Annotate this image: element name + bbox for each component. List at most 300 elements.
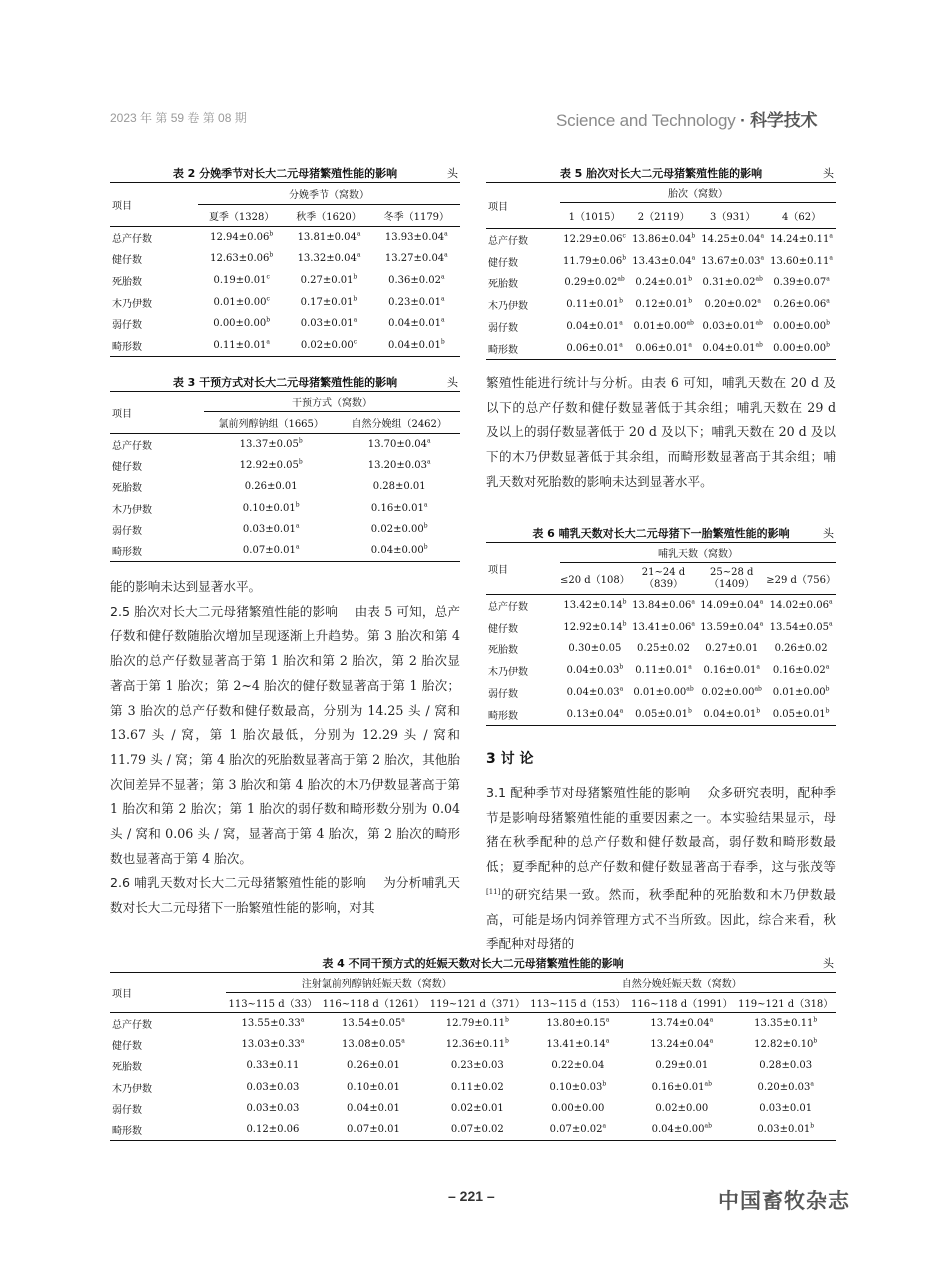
significance-mark: b bbox=[622, 254, 627, 262]
table-cell bbox=[630, 682, 697, 704]
cell-value: 0.06±0.01 bbox=[566, 342, 620, 354]
table-cell bbox=[766, 682, 836, 704]
cell-value: 0.04±0.00 bbox=[651, 1124, 705, 1136]
table-cell bbox=[766, 616, 836, 638]
table-cell bbox=[698, 229, 767, 251]
table-row bbox=[486, 250, 836, 272]
cell-value: 0.04±0.03 bbox=[566, 665, 620, 677]
table-5 bbox=[486, 165, 836, 360]
significance-mark: a bbox=[266, 338, 270, 346]
significance-mark: b bbox=[813, 1016, 818, 1024]
cell-value: 0.12±0.01 bbox=[635, 299, 689, 311]
cell-value: 13.42±0.14 bbox=[563, 600, 623, 612]
significance-mark: ab bbox=[704, 1123, 712, 1131]
column-header: 116~118 d（1991） bbox=[628, 993, 735, 1013]
cell-value: 13.93±0.04 bbox=[384, 232, 445, 244]
cell-value: 0.02±0.01 bbox=[450, 1103, 504, 1115]
cell-value: 0.27±0.01 bbox=[705, 643, 759, 655]
column-header: 21~24 d（839） bbox=[630, 563, 697, 595]
table-cell bbox=[226, 1055, 320, 1076]
cell-value: 0.06±0.01 bbox=[635, 342, 689, 354]
significance-mark: b bbox=[619, 663, 624, 671]
group-header: 哺乳天数（窝数） bbox=[560, 543, 836, 563]
column-header: 113~115 d（153） bbox=[528, 993, 629, 1013]
cell-value: 0.39±0.07 bbox=[773, 277, 827, 289]
cell-value: 0.20±0.02 bbox=[704, 299, 758, 311]
table-cell bbox=[560, 703, 630, 725]
table-cell bbox=[204, 498, 338, 519]
table-row bbox=[110, 1077, 836, 1098]
significance-mark: b bbox=[688, 297, 693, 305]
column-header: 冬季（1179） bbox=[373, 205, 460, 227]
table-cell bbox=[285, 334, 372, 356]
table-cell bbox=[204, 540, 338, 561]
cell-value: 0.03±0.03 bbox=[246, 1081, 300, 1093]
row-label: 健仔数 bbox=[112, 1041, 142, 1053]
row-label: 木乃伊数 bbox=[488, 301, 528, 313]
significance-mark: ab bbox=[704, 1080, 712, 1088]
cell-value: 0.20±0.03 bbox=[757, 1081, 811, 1093]
table-cell bbox=[629, 250, 698, 272]
significance-mark: a bbox=[295, 522, 300, 530]
cell-value: 0.07±0.01 bbox=[242, 545, 296, 557]
cell-value: 13.60±0.11 bbox=[770, 255, 830, 267]
table-cell bbox=[373, 227, 460, 249]
item-header: 项目 bbox=[486, 183, 560, 229]
table-cell bbox=[766, 703, 836, 725]
table-cell bbox=[628, 1013, 735, 1034]
significance-mark: a bbox=[356, 252, 361, 260]
significance-mark: a bbox=[759, 598, 764, 606]
table-cell bbox=[338, 540, 460, 561]
table-cell bbox=[697, 595, 766, 617]
cell-value: 13.74±0.04 bbox=[650, 1017, 710, 1029]
significance-mark: a bbox=[619, 685, 624, 693]
cell-value: 0.01±0.00 bbox=[772, 687, 826, 699]
cell-value: 0.29±0.01 bbox=[655, 1060, 709, 1072]
journal-issue: 2023 年 第 59 卷 第 08 期 bbox=[110, 111, 247, 125]
significance-mark: ab bbox=[754, 685, 762, 693]
significance-mark: ab bbox=[686, 319, 694, 327]
table-cell bbox=[767, 272, 836, 294]
cell-value: 0.16±0.01 bbox=[370, 502, 424, 514]
cell-value: 0.16±0.02 bbox=[772, 665, 826, 677]
table-cell bbox=[204, 519, 338, 540]
significance-mark: a bbox=[760, 254, 765, 262]
cell-value: 0.03±0.01 bbox=[242, 524, 296, 536]
significance-mark: a bbox=[401, 1016, 405, 1024]
table-row bbox=[110, 313, 460, 335]
significance-mark: a bbox=[825, 663, 830, 671]
cell-value: 0.07±0.02 bbox=[549, 1124, 603, 1136]
table-cell bbox=[285, 291, 372, 313]
column-header: ≥29 d（756） bbox=[766, 563, 836, 595]
cell-value: 0.28±0.01 bbox=[372, 481, 426, 493]
row-label: 死胎数 bbox=[488, 645, 518, 657]
cell-value: 0.03±0.01 bbox=[757, 1124, 811, 1136]
cell-value: 12.63±0.06 bbox=[210, 253, 270, 265]
cell-value: 0.22±0.04 bbox=[551, 1060, 605, 1072]
table-cell bbox=[630, 703, 697, 725]
significance-mark: a bbox=[300, 1016, 305, 1024]
significance-mark: b bbox=[266, 316, 271, 324]
table-cell bbox=[560, 337, 629, 359]
significance-mark: a bbox=[444, 252, 448, 260]
cell-value: 0.30±0.05 bbox=[568, 643, 622, 655]
table-cell bbox=[629, 294, 698, 316]
table-cell bbox=[560, 294, 629, 316]
significance-mark: c bbox=[353, 338, 358, 346]
table-row bbox=[110, 519, 460, 540]
row-label: 健仔数 bbox=[112, 462, 142, 474]
significance-mark: b bbox=[622, 620, 627, 628]
row-label: 总产仔数 bbox=[488, 602, 528, 614]
table-cell bbox=[766, 638, 836, 660]
section-header-zh: 科学技术 bbox=[750, 111, 818, 130]
table-row bbox=[486, 316, 836, 338]
cell-value: 14.09±0.04 bbox=[700, 600, 760, 612]
significance-mark: b bbox=[826, 319, 830, 327]
significance-mark: c bbox=[266, 295, 270, 303]
table-cell bbox=[226, 1119, 320, 1140]
table-cell bbox=[698, 337, 767, 359]
significance-mark: b bbox=[825, 707, 830, 715]
cell-value: 13.67±0.03 bbox=[701, 255, 761, 267]
table-cell bbox=[285, 270, 372, 292]
cell-value: 0.12±0.06 bbox=[246, 1124, 300, 1136]
table-row bbox=[110, 498, 460, 519]
significance-mark: b bbox=[688, 707, 692, 715]
table-cell bbox=[628, 1034, 735, 1055]
significance-mark: ab bbox=[755, 276, 763, 284]
row-label: 健仔数 bbox=[112, 255, 142, 267]
significance-mark: b bbox=[813, 1037, 818, 1045]
table-cell bbox=[629, 272, 698, 294]
table-cell bbox=[698, 316, 767, 338]
table-unit: 头 bbox=[823, 527, 834, 540]
table-cell bbox=[198, 227, 285, 249]
cell-value: 13.80±0.15 bbox=[546, 1017, 606, 1029]
cell-value: 13.86±0.04 bbox=[632, 234, 692, 246]
table-cell bbox=[560, 272, 629, 294]
significance-mark: b bbox=[602, 1080, 607, 1088]
row-label: 总产仔数 bbox=[488, 236, 528, 248]
table-unit: 头 bbox=[823, 167, 834, 180]
significance-mark: b bbox=[353, 295, 358, 303]
item-header: 项目 bbox=[110, 392, 204, 434]
cell-value: 0.11±0.01 bbox=[213, 339, 267, 351]
table-unit: 头 bbox=[823, 957, 834, 970]
item-header: 项目 bbox=[110, 183, 198, 227]
row-label: 死胎数 bbox=[112, 483, 142, 495]
significance-mark: a bbox=[619, 707, 624, 715]
table-cell bbox=[528, 1077, 629, 1098]
table-cell bbox=[427, 1077, 528, 1098]
significance-mark: b bbox=[691, 232, 696, 240]
cell-value: 0.11±0.01 bbox=[635, 665, 689, 677]
table-row bbox=[110, 248, 460, 270]
table-row bbox=[110, 1034, 836, 1055]
table-cell bbox=[697, 638, 766, 660]
data-table bbox=[486, 182, 836, 360]
table-cell bbox=[630, 595, 697, 617]
significance-mark: b bbox=[622, 598, 627, 606]
cell-value: 0.33±0.11 bbox=[246, 1060, 300, 1072]
table-cell bbox=[320, 1077, 427, 1098]
cell-value: 0.11±0.02 bbox=[450, 1081, 504, 1093]
significance-mark: b bbox=[825, 685, 830, 693]
table-cell bbox=[735, 1034, 836, 1055]
table-cell bbox=[285, 313, 372, 335]
significance-mark: a bbox=[401, 1037, 405, 1045]
significance-mark: a bbox=[828, 620, 833, 628]
row-label: 健仔数 bbox=[488, 257, 518, 269]
cell-value: 0.17±0.01 bbox=[300, 296, 354, 308]
cell-value: 13.37±0.05 bbox=[239, 438, 299, 450]
cell-value: 0.04±0.01 bbox=[387, 339, 441, 351]
significance-mark: a bbox=[423, 501, 428, 509]
cell-value: 13.70±0.04 bbox=[367, 438, 428, 450]
table-row bbox=[110, 1098, 836, 1119]
significance-mark: a bbox=[444, 230, 448, 238]
cell-value: 11.79±0.06 bbox=[563, 255, 623, 267]
row-label: 弱仔数 bbox=[488, 323, 518, 335]
significance-mark: b bbox=[756, 707, 761, 715]
table-cell bbox=[560, 316, 629, 338]
significance-mark: b bbox=[298, 437, 303, 445]
table-row bbox=[486, 294, 836, 316]
significance-mark: c bbox=[622, 232, 626, 240]
table-cell bbox=[198, 334, 285, 356]
paragraph: 繁殖性能进行统计与分析。由表 6 可知，哺乳天数在 20 d 及以下的总产仔数和健仔数显著低于其余组；哺乳天数在 29 d 及以上的弱仔数显著低于 20 d 及以下；哺乳天数在 20 d 及以下的木乃伊数显著低于其余组，而畸形数显著高于其余组；哺乳天数对死胎数的影响未达到显著水平。 bbox=[486, 375, 836, 489]
table-row bbox=[486, 682, 836, 704]
significance-mark: a bbox=[691, 254, 696, 262]
paragraph: 2.5 胎次对长大二元母猪繁殖性能的影响 由表 5 可知，总产仔数和健仔数随胎次增加呈现逐渐上升趋势。第 3 胎次和第 4 胎次的总产仔数显著高于第 1 胎次和第 2 胎次，第 2 胎次显著高于第 1 胎次；第 2~4 胎次的健仔数显著高于第 1 胎次；第 3 胎次的总产仔数和健仔数最高，分别为 14.25 头 / 窝和 13.67 头 / 窝，第 1 胎次最低，分别为 12.29 头 / 窝和 11.79 头 / 窝；第 4 胎次的死胎数显著高于第 2 胎次，其他胎次间差异不显著；第 3 胎次和第 4 胎次的木乃伊数显著高于第 1 胎次和第 2 胎次；第 1 胎次的弱仔数和畸形数分别为 0.04 头 / 窝和 0.06 头 / 窝，显著高于第 4 胎次，第 2 胎次的畸形数也显著高于第 4 胎次。 bbox=[110, 603, 460, 866]
table-cell bbox=[320, 1098, 427, 1119]
table-row bbox=[486, 337, 836, 359]
column-header: ≤20 d（108） bbox=[560, 563, 630, 595]
cell-value: 0.36±0.02 bbox=[388, 274, 441, 286]
significance-mark: a bbox=[829, 232, 833, 240]
table-cell bbox=[427, 1119, 528, 1140]
cell-value: 0.00±0.00 bbox=[551, 1103, 605, 1115]
cell-value: 0.24±0.01 bbox=[635, 277, 689, 289]
significance-mark: b bbox=[353, 273, 358, 281]
table-cell bbox=[528, 1119, 629, 1140]
table-cell bbox=[198, 291, 285, 313]
table-cell bbox=[320, 1055, 427, 1076]
cell-value: 0.03±0.01 bbox=[702, 321, 756, 333]
significance-mark: a bbox=[709, 1037, 714, 1045]
cell-value: 0.01±0.00 bbox=[633, 321, 687, 333]
table-cell bbox=[628, 1119, 735, 1140]
cell-value: 13.08±0.05 bbox=[342, 1039, 402, 1051]
table-cell bbox=[338, 434, 460, 455]
journal-logo: 中国畜牧杂志 bbox=[718, 1188, 850, 1213]
table-cell bbox=[528, 1055, 629, 1076]
group-header: 注射氯前列醇钠妊娠天数（窝数） bbox=[226, 973, 528, 993]
column-header: 25~28 d（1409） bbox=[697, 563, 766, 595]
table-caption: 表 3 干预方式对长大二元母猪繁殖性能的影响 头 bbox=[172, 376, 458, 389]
table-cell bbox=[766, 660, 836, 682]
cell-value: 0.00±0.00 bbox=[773, 321, 827, 333]
significance-mark: b bbox=[826, 341, 830, 349]
cell-value: 0.26±0.06 bbox=[773, 299, 827, 311]
cell-value: 0.01±0.00 bbox=[213, 296, 267, 308]
cell-value: 0.25±0.02 bbox=[637, 643, 690, 655]
cell-value: 13.41±0.06 bbox=[632, 621, 692, 633]
significance-mark: a bbox=[691, 620, 695, 628]
table-cell bbox=[698, 250, 767, 272]
table-cell bbox=[373, 313, 460, 335]
section-header-sep: · bbox=[740, 111, 746, 130]
table-cell bbox=[629, 337, 698, 359]
cell-value: 0.16±0.01 bbox=[651, 1081, 705, 1093]
item-header: 项目 bbox=[486, 543, 560, 595]
table-cell bbox=[628, 1098, 735, 1119]
significance-mark: a bbox=[427, 458, 431, 466]
table-cell bbox=[338, 498, 460, 519]
cell-value: 0.04±0.01 bbox=[702, 342, 756, 354]
significance-mark: a bbox=[356, 230, 361, 238]
row-label: 总产仔数 bbox=[112, 1019, 152, 1031]
cell-value: 0.03±0.03 bbox=[246, 1103, 300, 1115]
cell-value: 0.00±0.00 bbox=[773, 342, 827, 354]
left-column-text bbox=[110, 575, 460, 921]
cell-value: 13.03±0.33 bbox=[241, 1039, 301, 1051]
table-cell bbox=[528, 1034, 629, 1055]
cell-value: 0.07±0.01 bbox=[346, 1124, 400, 1136]
table-caption: 表 5 胎次对长大二元母猪繁殖性能的影响 头 bbox=[559, 167, 834, 180]
table-cell bbox=[373, 291, 460, 313]
significance-mark: b bbox=[619, 297, 623, 305]
significance-mark: a bbox=[300, 1037, 305, 1045]
table-cell bbox=[528, 1013, 629, 1034]
table-cell bbox=[767, 294, 836, 316]
table-cell bbox=[697, 682, 766, 704]
table-cell bbox=[198, 248, 285, 270]
cell-value: 13.54±0.05 bbox=[769, 621, 829, 633]
cell-value: 12.92±0.05 bbox=[239, 460, 299, 472]
table-cell bbox=[630, 660, 697, 682]
table-row bbox=[110, 1119, 836, 1140]
significance-mark: a bbox=[441, 316, 445, 324]
row-label: 木乃伊数 bbox=[112, 298, 152, 310]
table-row bbox=[110, 270, 460, 292]
table-cell bbox=[735, 1013, 836, 1034]
cell-value: 0.03±0.01 bbox=[300, 318, 354, 330]
table-cell bbox=[285, 227, 372, 249]
table-cell bbox=[198, 313, 285, 335]
group-header: 自然分娩妊娠天数（窝数） bbox=[528, 973, 836, 993]
table-3 bbox=[110, 374, 460, 562]
table-row bbox=[486, 229, 836, 251]
table-cell bbox=[373, 248, 460, 270]
row-label: 总产仔数 bbox=[112, 234, 152, 246]
table-cell bbox=[560, 229, 629, 251]
table-row bbox=[110, 227, 460, 249]
significance-mark: a bbox=[353, 316, 358, 324]
cell-value: 0.07±0.02 bbox=[450, 1124, 504, 1136]
significance-mark: a bbox=[828, 598, 833, 606]
significance-mark: a bbox=[605, 1037, 610, 1045]
cell-value: 13.35±0.11 bbox=[754, 1017, 814, 1029]
table-unit: 头 bbox=[447, 376, 458, 389]
significance-mark: a bbox=[441, 295, 445, 303]
cell-value: 14.02±0.06 bbox=[769, 600, 829, 612]
column-header: 夏季（1328） bbox=[198, 205, 285, 227]
table-cell bbox=[767, 250, 836, 272]
cell-value: 0.28±0.03 bbox=[759, 1060, 813, 1072]
cell-value: 0.04±0.01 bbox=[346, 1103, 400, 1115]
cell-value: 0.02±0.00 bbox=[655, 1103, 709, 1115]
data-table bbox=[110, 391, 460, 562]
table-6 bbox=[486, 525, 836, 726]
row-label: 弱仔数 bbox=[112, 320, 142, 332]
table-cell bbox=[427, 1055, 528, 1076]
table-cell bbox=[427, 1013, 528, 1034]
row-label: 畸形数 bbox=[486, 703, 560, 725]
table-cell bbox=[338, 476, 460, 497]
section-heading-3-1: 3.1 配种季节对母猪繁殖性能的影响 bbox=[486, 785, 691, 800]
cell-value: 0.26±0.01 bbox=[346, 1060, 400, 1072]
cell-value: 0.23±0.01 bbox=[388, 296, 441, 308]
significance-mark: a bbox=[760, 232, 765, 240]
cell-value: 0.16±0.01 bbox=[703, 665, 757, 677]
item-header: 项目 bbox=[110, 973, 226, 1013]
table-cell bbox=[630, 638, 697, 660]
significance-mark: a bbox=[826, 276, 830, 284]
table-row bbox=[110, 476, 460, 497]
table-cell bbox=[226, 1034, 320, 1055]
table-cell bbox=[735, 1098, 836, 1119]
cell-value: 0.11±0.01 bbox=[566, 299, 620, 311]
cell-value: 0.02±0.00 bbox=[701, 687, 755, 699]
significance-mark: a bbox=[826, 297, 830, 305]
table-cell bbox=[735, 1055, 836, 1076]
significance-mark: a bbox=[295, 544, 300, 552]
table-cell bbox=[735, 1077, 836, 1098]
table-cell bbox=[204, 455, 338, 476]
table-row bbox=[486, 595, 836, 617]
row-label: 木乃伊数 bbox=[488, 667, 528, 679]
table-cell bbox=[373, 270, 460, 292]
table-cell bbox=[427, 1034, 528, 1055]
cell-value: 13.41±0.14 bbox=[546, 1039, 606, 1051]
table-cell bbox=[698, 294, 767, 316]
right-column-text-2 bbox=[486, 781, 836, 957]
row-label: 总产仔数 bbox=[112, 440, 152, 452]
significance-mark: b bbox=[505, 1037, 509, 1045]
column-header: 4（62） bbox=[767, 203, 836, 229]
table-cell bbox=[560, 250, 629, 272]
table-cell bbox=[528, 1098, 629, 1119]
cell-value: 12.94±0.06 bbox=[210, 232, 270, 244]
table-cell bbox=[320, 1119, 427, 1140]
table-cell bbox=[560, 595, 630, 617]
table-cell bbox=[373, 334, 460, 356]
table-row bbox=[110, 434, 460, 455]
table-row bbox=[110, 1055, 836, 1076]
cell-value: 0.02±0.00 bbox=[370, 524, 424, 536]
column-header: 氯前列醇钠组（1665） bbox=[204, 412, 338, 434]
section-header-en: Science and Technology bbox=[556, 111, 736, 130]
data-table bbox=[486, 542, 836, 726]
significance-mark: a bbox=[829, 254, 833, 262]
table-row bbox=[110, 455, 460, 476]
column-header: 自然分娩组（2462） bbox=[338, 412, 460, 434]
right-column-text-1 bbox=[486, 371, 836, 495]
